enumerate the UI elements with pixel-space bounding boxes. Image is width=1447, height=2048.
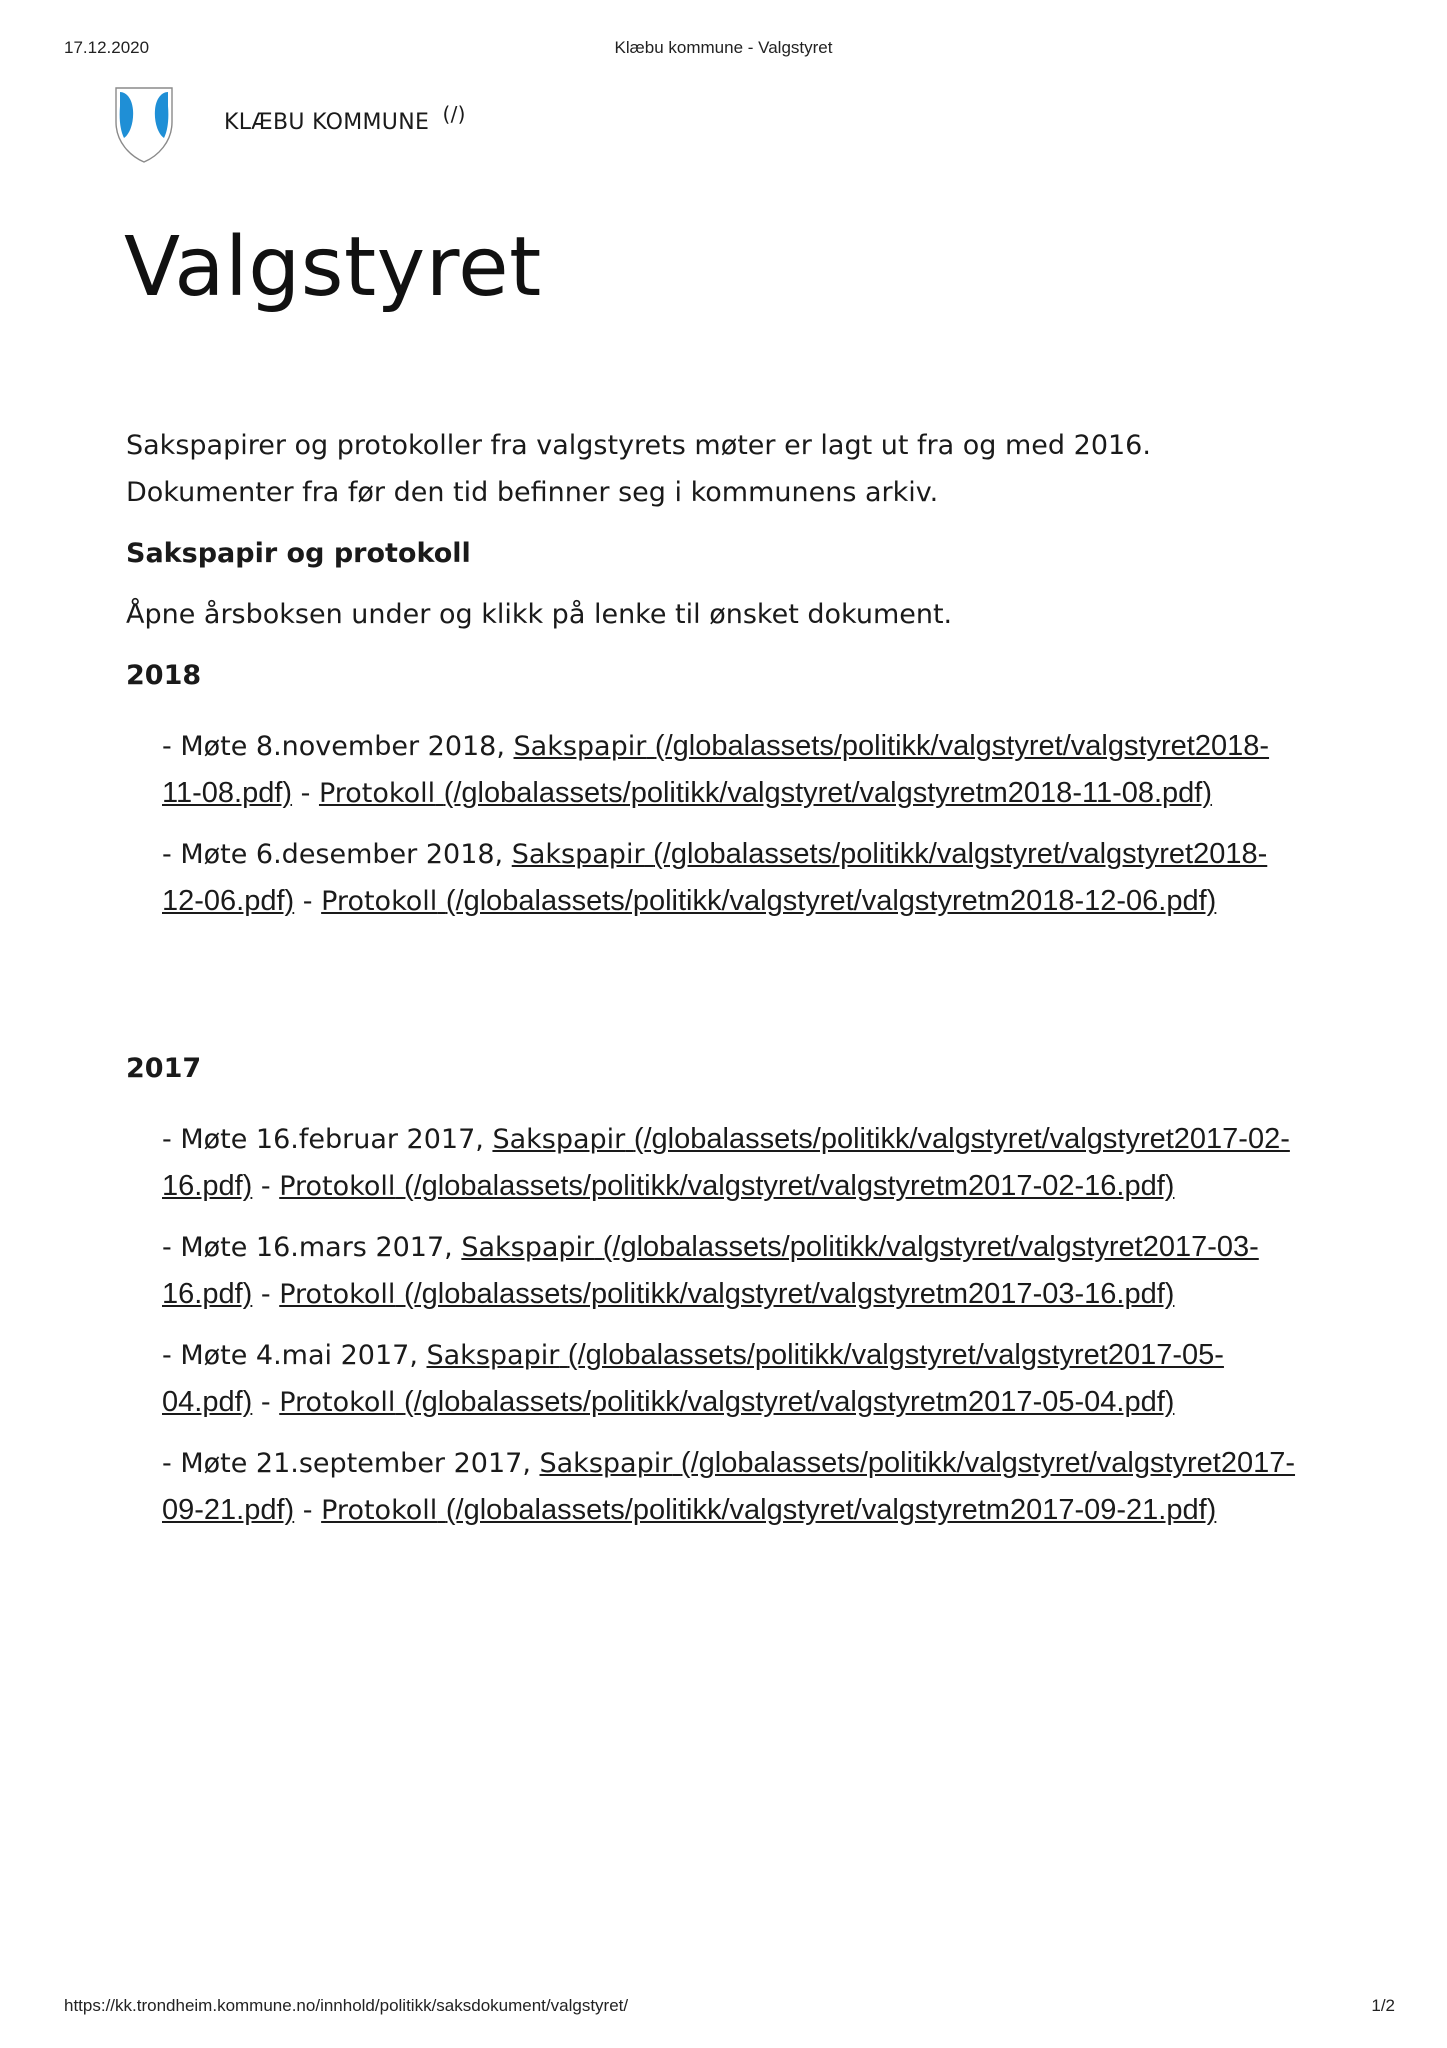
protokoll-link[interactable]: Protokoll (/globalassets/politikk/valgstyret/valgstyretm2017-02-16.pdf) <box>279 1170 1175 1202</box>
home-link[interactable]: (/) <box>442 102 466 126</box>
print-page-title: Klæbu kommune - Valgstyret <box>614 38 833 57</box>
year-heading-2017[interactable]: 2017 <box>126 1053 202 1084</box>
print-footer <box>0 1996 1447 2020</box>
sakspapir-link[interactable]: Sakspapir (/globalassets/politikk/valgstyret/valgstyret2018-12-06.pdf) <box>162 838 1268 917</box>
meeting-date: - Møte 16.mars 2017, <box>162 1232 462 1263</box>
meeting-item: - Møte 16.mars 2017, Sakspapir (/globalassets/politikk/valgstyret/valgstyret2017-03-16.pdf) - Protokoll (/globalassets/politikk/valgstyret/valgstyretm2017-03-16.pdf) <box>162 1231 1259 1310</box>
sakspapir-link[interactable]: Sakspapir (/globalassets/politikk/valgstyret/valgstyret2017-09-21.pdf) <box>162 1447 1296 1526</box>
meeting-item: - Møte 21.september 2017, Sakspapir (/globalassets/politikk/valgstyret/valgstyret2017-09-21.pdf) - Protokoll (/globalassets/politikk/valgstyret/valgstyretm2017-09-21.pdf) <box>162 1447 1296 1526</box>
print-header <box>0 38 1447 62</box>
meeting-date: - Møte 8.november 2018, <box>162 731 514 762</box>
coat-of-arms-icon <box>114 86 174 164</box>
site-name: KLÆBU KOMMUNE <box>224 110 430 135</box>
page-counter: 1/2 <box>1371 1996 1395 2015</box>
year-heading-2018[interactable]: 2018 <box>126 660 202 691</box>
protokoll-link[interactable]: Protokoll (/globalassets/politikk/valgstyret/valgstyretm2017-03-16.pdf) <box>279 1278 1175 1310</box>
site-brand[interactable] <box>224 102 466 135</box>
instructions-text: Åpne årsboksen under og klikk på lenke til ønsket dokument. <box>126 599 953 630</box>
page-title: Valgstyret <box>124 220 542 315</box>
protokoll-link[interactable]: Protokoll (/globalassets/politikk/valgstyret/valgstyretm2017-09-21.pdf) <box>321 1494 1217 1526</box>
sakspapir-link[interactable]: Sakspapir (/globalassets/politikk/valgstyret/valgstyret2017-03-16.pdf) <box>162 1231 1259 1310</box>
protokoll-link[interactable]: Protokoll (/globalassets/politikk/valgstyret/valgstyretm2017-05-04.pdf) <box>279 1386 1175 1418</box>
meeting-date: - Møte 16.februar 2017, <box>162 1124 493 1155</box>
section-subheading: Sakspapir og protokoll <box>126 538 471 569</box>
sakspapir-link[interactable]: Sakspapir (/globalassets/politikk/valgstyret/valgstyret2017-02-16.pdf) <box>162 1123 1290 1202</box>
protokoll-link[interactable]: Protokoll (/globalassets/politikk/valgstyret/valgstyretm2018-12-06.pdf) <box>321 885 1217 917</box>
meeting-date: - Møte 4.mai 2017, <box>162 1340 427 1371</box>
meeting-date: - Møte 6.desember 2018, <box>162 839 512 870</box>
print-url: https://kk.trondheim.kommune.no/innhold/politikk/saksdokument/valgstyret/ <box>64 1996 629 2015</box>
meeting-item: - Møte 16.februar 2017, Sakspapir (/globalassets/politikk/valgstyret/valgstyret2017-02-16.pdf) - Protokoll (/globalassets/politikk/valgstyret/valgstyretm2017-02-16.pdf) <box>162 1123 1290 1202</box>
meeting-date: - Møte 21.september 2017, <box>162 1448 540 1479</box>
meeting-item: - Møte 8.november 2018, Sakspapir (/globalassets/politikk/valgstyret/valgstyret2018-11-08.pdf) - Protokoll (/globalassets/politikk/valgstyret/valgstyretm2018-11-08.pdf) <box>162 730 1270 809</box>
print-date: 17.12.2020 <box>64 38 150 57</box>
main-content <box>126 422 1306 1548</box>
protokoll-link[interactable]: Protokoll (/globalassets/politikk/valgstyret/valgstyretm2018-11-08.pdf) <box>318 777 1213 809</box>
sakspapir-link[interactable]: Sakspapir (/globalassets/politikk/valgstyret/valgstyret2017-05-04.pdf) <box>162 1339 1224 1418</box>
sakspapir-link[interactable]: Sakspapir (/globalassets/politikk/valgstyret/valgstyret2018-11-08.pdf) <box>162 730 1270 809</box>
intro-text: Sakspapirer og protokoller fra valgstyrets møter er lagt ut fra og med 2016. Dokumenter fra før den tid befinner seg i kommunens arkiv. <box>126 430 1151 508</box>
meeting-item: - Møte 6.desember 2018, Sakspapir (/globalassets/politikk/valgstyret/valgstyret2018-12-06.pdf) - Protokoll (/globalassets/politikk/valgstyret/valgstyretm2018-12-06.pdf) <box>162 838 1268 917</box>
meeting-item: - Møte 4.mai 2017, Sakspapir (/globalassets/politikk/valgstyret/valgstyret2017-05-04.pdf) - Protokoll (/globalassets/politikk/valgstyret/valgstyretm2017-05-04.pdf) <box>162 1339 1224 1418</box>
